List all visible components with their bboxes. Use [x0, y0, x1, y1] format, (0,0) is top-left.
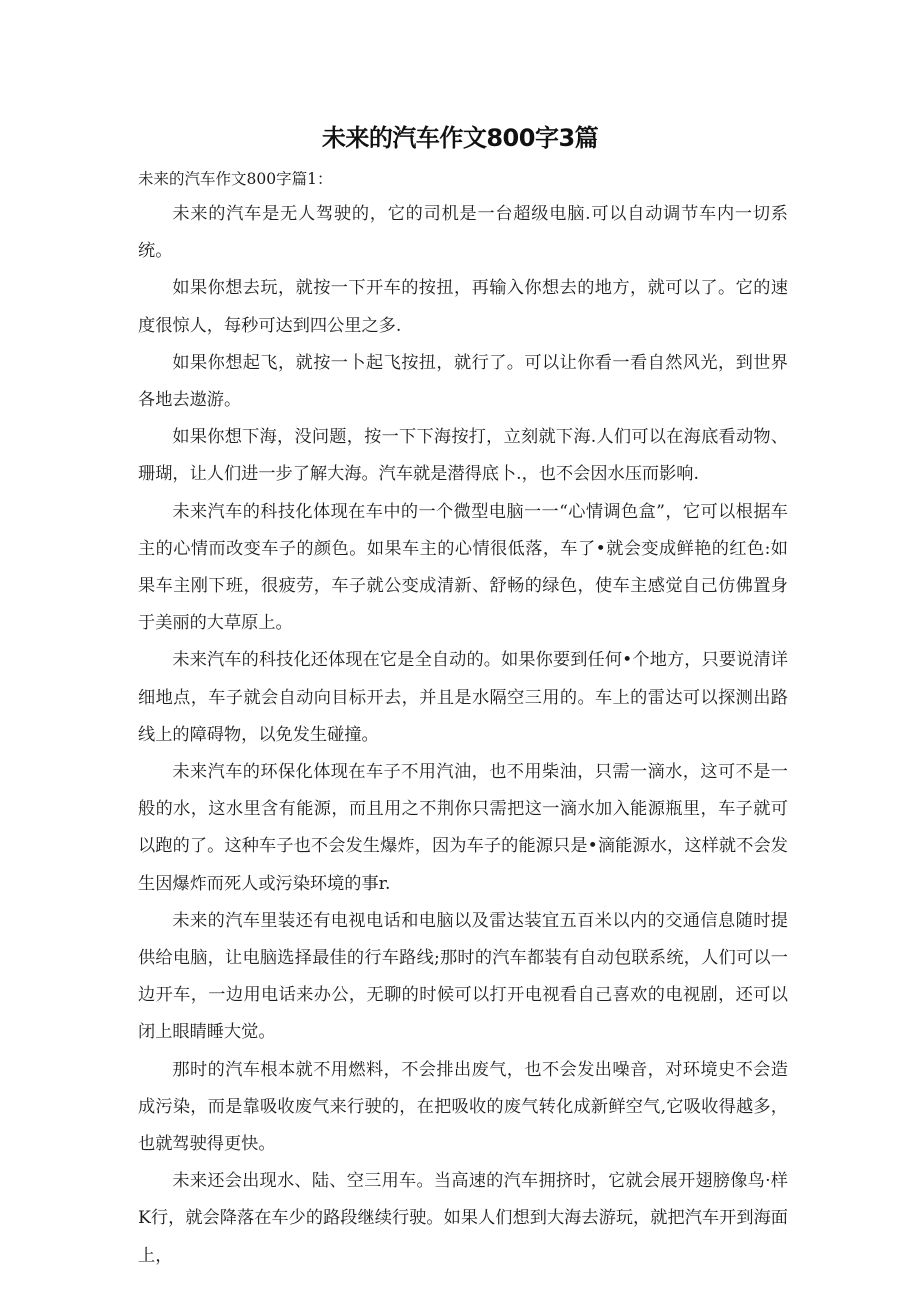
- paragraph-6: 未来汽车的科技化还体现在它是全自动的。如果你要到任何•个地方，只要说清详细地点，车子就会自动向目标开去，并且是水隔空三用的。车上的雷达可以探测出路线上的障碍物，以免发生碰撞。: [138, 650, 788, 745]
- paragraph-3: 如果你想起飞，就按一卜起飞按扭，就行了。可以让你看一看自然风光，到世界各地去遨游。: [138, 352, 788, 411]
- paragraph-9: 那时的汽车根本就不用燃料，不会排出废气，也不会发出噪音，对环境史不会造成污染，而是靠吸收废气来行驶的，在把吸收的废气转化成新鲜空气,它吸收得越多，也就驾驶得更快。: [138, 1059, 788, 1155]
- paragraph-1: 未来的汽车是无人驾驶的，它的司机是一台超级电脑.可以自动调节车内一切系统。: [138, 204, 788, 262]
- paragraph-2: 如果你想去玩，就按一下开车的按扭，再输入你想去的地方，就可以了。它的速度很惊人，每秒可达到四公里之多.: [138, 278, 788, 336]
- paragraph-4: 如果你想下海，没问题，按一下下海按打，立刻就下海.人们可以在海底看动物、珊瑚，让人们进一步了解大海。汽车就是潜得底卜.，也不会因水压而影响.: [138, 427, 788, 485]
- paragraph-8: 未来的汽车里装还有电视电话和电脑以及雷达装宜五百米以内的交通信息随时提供给电脑，让电脑选择最佳的行车路线;那时的汽车都装有自动包联系统，人们可以一边开车，一边用电话来办公，无聊的时候可以打开电视看自己喜欢的电视剧，还可以闭上眼睛睡大觉。: [138, 910, 788, 1043]
- document-title: 未来的汽车作文800字3篇: [321, 124, 599, 152]
- paragraph-7: 未来汽车的环保化体现在车子不用汽油，也不用柴油，只需一滴水，这可不是一般的水，这水里含有能源，而且用之不荆你只需把这一滴水加入能源瓶里，车子就可以跑的了。这种车子也不会发生爆炸，因为车子的能源只是•滴能源水，这样就不会发生因爆炸而死人或污染环境的事r.: [138, 762, 788, 894]
- paragraph-10: 未来还会出现水、陆、空三用车。当高速的汽车拥挤时，它就会展开翅膀像鸟·样K行，就会降落在车少的路段继续行驶。如果人们想到大海去游玩，就把汽车开到海面上，: [138, 1171, 788, 1266]
- paragraph-5: 未来汽车的科技化体现在车中的一个微型电脑一一“心情调色盒”，它可以根据车主的心情而改变车子的颜色。如果车主的心情很低落，车了•就会变成鲜艳的红色:如果车主刚下班，很疲劳，车子就公变成清新、舒畅的绿色，使车主感觉自己仿佛置身于美丽的大草原上。: [138, 501, 788, 634]
- document-body: [138, 196, 788, 1275]
- section-heading: 未来的汽车作文800字篇1：: [138, 170, 333, 188]
